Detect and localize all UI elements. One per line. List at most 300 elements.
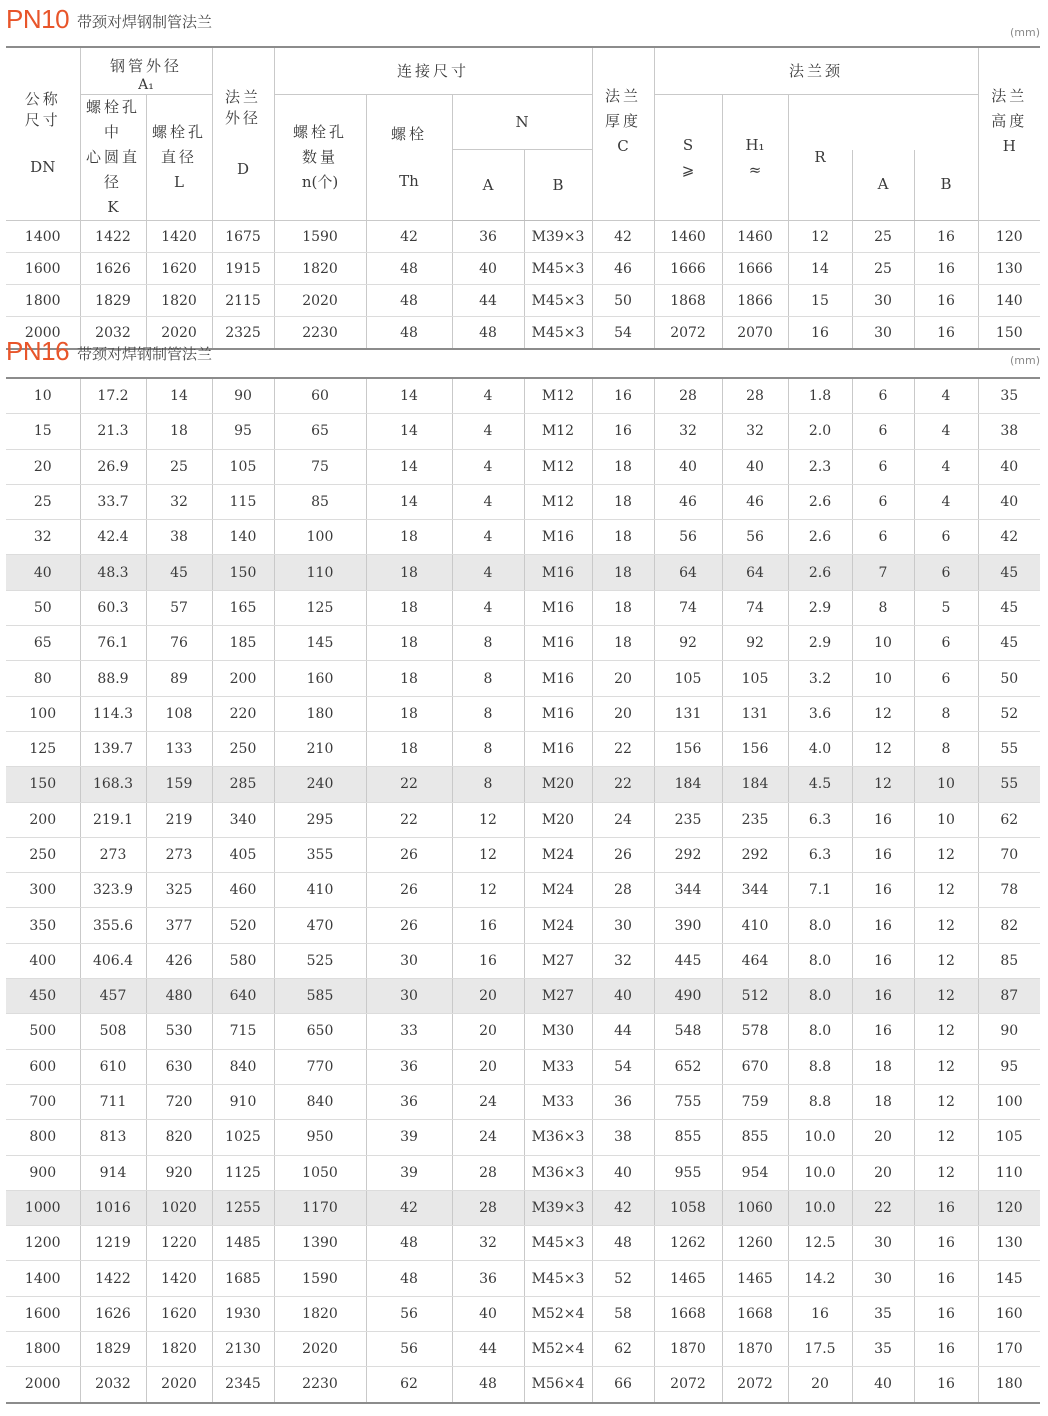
table-cell: 42 (592, 221, 654, 253)
table-cell: 1668 (722, 1296, 788, 1331)
table-cell: 1390 (274, 1226, 366, 1261)
table-cell: 40 (592, 979, 654, 1014)
col-neck-a: A (852, 150, 914, 221)
table-cell: 1930 (212, 1296, 274, 1331)
table-cell: 12 (914, 943, 978, 978)
table-cell: 145 (274, 626, 366, 661)
table-cell: 300 (6, 873, 80, 908)
table-cell: 2000 (6, 1367, 80, 1403)
table-row (6, 1190, 1040, 1225)
table-cell: 22 (592, 767, 654, 802)
table-cell: 25 (852, 221, 914, 253)
table-cell: 50 (978, 661, 1040, 696)
table-cell: 74 (654, 590, 722, 625)
table-cell: 38 (592, 1120, 654, 1155)
table-cell: 323.9 (80, 873, 146, 908)
table-cell: 10 (852, 661, 914, 696)
table-cell: M33 (524, 1084, 592, 1119)
table-cell: 350 (6, 908, 80, 943)
table-cell: 12 (914, 873, 978, 908)
table-cell: 16 (452, 908, 524, 943)
table-cell: 16 (852, 943, 914, 978)
table-cell: 2.6 (788, 520, 852, 555)
table-cell: 1422 (80, 1261, 146, 1296)
table-cell: 26 (366, 908, 452, 943)
col-bolt-circle: 螺栓孔中 心圆直径 K (80, 95, 146, 221)
table-cell: 4.5 (788, 767, 852, 802)
table-cell: 17.5 (788, 1332, 852, 1367)
table-cell: 8 (452, 731, 524, 766)
table-cell: 16 (788, 1296, 852, 1331)
table-cell: 85 (274, 484, 366, 519)
table-cell: 900 (6, 1155, 80, 1190)
table-cell: 26 (366, 873, 452, 908)
table-cell: 2.3 (788, 449, 852, 484)
table-cell: 65 (6, 626, 80, 661)
col-pipe-od: 钢管外径 A₁ (80, 47, 212, 95)
table-cell: 40 (852, 1367, 914, 1403)
table-cell: 20 (452, 979, 524, 1014)
table-cell: 6 (852, 484, 914, 519)
table-cell: M45×3 (524, 317, 592, 350)
table-cell: 16 (592, 414, 654, 449)
table-cell: 40 (978, 449, 1040, 484)
table-cell: 1220 (146, 1226, 212, 1261)
table-cell: 170 (978, 1332, 1040, 1367)
table-cell: M16 (524, 696, 592, 731)
table-cell: 1.8 (788, 378, 852, 414)
table-cell: 8 (914, 696, 978, 731)
table-cell: 10 (914, 767, 978, 802)
table-cell: 36 (452, 1261, 524, 1296)
table-cell: 950 (274, 1120, 366, 1155)
table-row (6, 449, 1040, 484)
table-cell: 89 (146, 661, 212, 696)
table-cell: 18 (366, 661, 452, 696)
table-cell: 1400 (6, 221, 80, 253)
table-cell: 32 (592, 943, 654, 978)
table-cell: 755 (654, 1084, 722, 1119)
table-cell: 406.4 (80, 943, 146, 978)
table-cell: 295 (274, 802, 366, 837)
table-cell: 12 (852, 767, 914, 802)
table-cell: 130 (978, 253, 1040, 285)
table-cell: M16 (524, 555, 592, 590)
table-cell: 1590 (274, 221, 366, 253)
table-cell: 14 (146, 378, 212, 414)
table-cell: 1626 (80, 253, 146, 285)
table-cell: 650 (274, 1014, 366, 1049)
table-cell: 2325 (212, 317, 274, 350)
table-cell: 48 (366, 253, 452, 285)
table-cell: 1255 (212, 1190, 274, 1225)
table-cell: 640 (212, 979, 274, 1014)
table-cell: 40 (6, 555, 80, 590)
table-cell: 4 (914, 449, 978, 484)
table-cell: 1016 (80, 1190, 146, 1225)
table-cell: 100 (978, 1084, 1040, 1119)
table-cell: 8.0 (788, 943, 852, 978)
table-cell: 1620 (146, 253, 212, 285)
pn10-code: PN10 (6, 4, 70, 34)
table-cell: M20 (524, 767, 592, 802)
table-cell: 20 (592, 696, 654, 731)
table-cell: 10.0 (788, 1190, 852, 1225)
table-cell: 16 (914, 1296, 978, 1331)
table-cell: 10 (852, 626, 914, 661)
table-cell: 88.9 (80, 661, 146, 696)
table-cell: 25 (6, 484, 80, 519)
table-row (6, 1367, 1040, 1403)
table-cell: 12 (788, 221, 852, 253)
table-cell: 44 (452, 285, 524, 317)
table-cell: 8.8 (788, 1084, 852, 1119)
table-cell: 56 (654, 520, 722, 555)
table-cell: 168.3 (80, 767, 146, 802)
table-cell: 16 (852, 873, 914, 908)
table-cell: 2032 (80, 1367, 146, 1403)
table-cell: 1060 (722, 1190, 788, 1225)
table-cell: 2020 (274, 285, 366, 317)
table-cell: 55 (978, 767, 1040, 802)
table-cell: 18 (592, 626, 654, 661)
table-cell: 1685 (212, 1261, 274, 1296)
table-cell: 292 (654, 837, 722, 872)
table-cell: 184 (654, 767, 722, 802)
col-thickness: 法兰 厚度 C (592, 47, 654, 221)
table-cell: 28 (452, 1155, 524, 1190)
table-cell: 130 (978, 1226, 1040, 1261)
table-cell: M16 (524, 626, 592, 661)
table-cell: M24 (524, 873, 592, 908)
table-cell: 57 (146, 590, 212, 625)
pn16-unit: (mm) (1009, 354, 1040, 367)
table-row (6, 1084, 1040, 1119)
table-cell: 2.0 (788, 414, 852, 449)
table-cell: 2000 (6, 317, 80, 350)
table-cell: 15 (6, 414, 80, 449)
table-cell: 4 (452, 449, 524, 484)
table-row (6, 378, 1040, 414)
table-cell: 150 (978, 317, 1040, 350)
table-cell: 44 (452, 1332, 524, 1367)
table-cell: 64 (722, 555, 788, 590)
table-cell: 610 (80, 1049, 146, 1084)
table-cell: 405 (212, 837, 274, 872)
table-cell: 18 (592, 449, 654, 484)
table-cell: 470 (274, 908, 366, 943)
table-cell: 20 (452, 1014, 524, 1049)
table-cell: 85 (978, 943, 1040, 978)
table-cell: 28 (592, 873, 654, 908)
table-cell: 14.2 (788, 1261, 852, 1296)
table-cell: 4 (452, 484, 524, 519)
table-cell: 2072 (654, 1367, 722, 1403)
table-cell: 4 (914, 414, 978, 449)
table-cell: M39×3 (524, 221, 592, 253)
col-neck-n: N (452, 95, 592, 150)
table-cell: 530 (146, 1014, 212, 1049)
table-cell: 18 (592, 590, 654, 625)
table-cell: 42 (978, 520, 1040, 555)
table-cell: 1400 (6, 1261, 80, 1296)
table-cell: 578 (722, 1014, 788, 1049)
table-cell: M12 (524, 449, 592, 484)
table-cell: 180 (978, 1367, 1040, 1403)
table-cell: 18 (366, 626, 452, 661)
table-row (6, 520, 1040, 555)
table-cell: 26.9 (80, 449, 146, 484)
table-cell: 813 (80, 1120, 146, 1155)
col-connection: 连接尺寸 (274, 47, 592, 95)
table-cell: 62 (366, 1367, 452, 1403)
col-height: 法兰 高度 H (978, 47, 1040, 221)
table-row (6, 767, 1040, 802)
table-cell: 16 (914, 1261, 978, 1296)
table-cell: 12 (914, 1155, 978, 1190)
table-cell: 108 (146, 696, 212, 731)
table-cell: 33.7 (80, 484, 146, 519)
table-cell: 39 (366, 1155, 452, 1190)
table-cell: 1600 (6, 1296, 80, 1331)
table-cell: 40 (978, 484, 1040, 519)
table-cell: M33 (524, 1049, 592, 1084)
table-cell: 46 (654, 484, 722, 519)
table-cell: 90 (212, 378, 274, 414)
table-cell: 219 (146, 802, 212, 837)
col-bolt-hole: 螺栓孔 直径 L (146, 95, 212, 221)
table-row (6, 731, 1040, 766)
table-cell: 18 (366, 731, 452, 766)
table-cell: 133 (146, 731, 212, 766)
table-cell: 1420 (146, 1261, 212, 1296)
table-cell: 12 (452, 873, 524, 908)
table-cell: 8 (452, 626, 524, 661)
table-cell: 20 (852, 1155, 914, 1190)
table-cell: 66 (592, 1367, 654, 1403)
table-cell: M36×3 (524, 1120, 592, 1155)
table-cell: 40 (452, 253, 524, 285)
table-cell: 715 (212, 1014, 274, 1049)
table-cell: 125 (6, 731, 80, 766)
table-cell: 6 (914, 661, 978, 696)
table-cell: 460 (212, 873, 274, 908)
table-cell: M12 (524, 414, 592, 449)
table-cell: 920 (146, 1155, 212, 1190)
table-cell: 22 (852, 1190, 914, 1225)
table-cell: M27 (524, 943, 592, 978)
table-cell: 1025 (212, 1120, 274, 1155)
table-cell: 700 (6, 1084, 80, 1119)
table-cell: 220 (212, 696, 274, 731)
table-row (6, 221, 1040, 253)
table-cell: 1668 (654, 1296, 722, 1331)
table-cell: 42.4 (80, 520, 146, 555)
table-cell: 20 (592, 661, 654, 696)
table-cell: 1590 (274, 1261, 366, 1296)
table-cell: M12 (524, 484, 592, 519)
table-cell: 76 (146, 626, 212, 661)
table-cell: 1200 (6, 1226, 80, 1261)
table-cell: 210 (274, 731, 366, 766)
table-cell: 344 (654, 873, 722, 908)
table-cell: 6 (852, 449, 914, 484)
table-cell: 35 (852, 1296, 914, 1331)
table-cell: 18 (592, 520, 654, 555)
table-cell: 145 (978, 1261, 1040, 1296)
table-cell: 525 (274, 943, 366, 978)
table-cell: 35 (978, 378, 1040, 414)
table-cell: 38 (978, 414, 1040, 449)
table-cell: 12 (914, 1014, 978, 1049)
table-cell: 12 (914, 1120, 978, 1155)
table-cell: 52 (978, 696, 1040, 731)
table-cell: 30 (852, 1226, 914, 1261)
table-cell: 1125 (212, 1155, 274, 1190)
table-cell: 344 (722, 873, 788, 908)
table-cell: 14 (366, 484, 452, 519)
table-cell: 110 (274, 555, 366, 590)
table-cell: 1800 (6, 1332, 80, 1367)
table-row (6, 285, 1040, 317)
table-cell: 82 (978, 908, 1040, 943)
table-cell: 28 (452, 1190, 524, 1225)
table-cell: 30 (852, 1261, 914, 1296)
table-cell: 156 (654, 731, 722, 766)
table-cell: 62 (592, 1332, 654, 1367)
table-row (6, 1014, 1040, 1049)
table-cell: 114.3 (80, 696, 146, 731)
table-cell: 42 (366, 221, 452, 253)
table-cell: M16 (524, 520, 592, 555)
table-row (6, 414, 1040, 449)
table-cell: 16 (914, 253, 978, 285)
table-cell: 180 (274, 696, 366, 731)
table-row (6, 1120, 1040, 1155)
table-cell: 54 (592, 1049, 654, 1084)
table-cell: 600 (6, 1049, 80, 1084)
table-cell: 125 (274, 590, 366, 625)
table-cell: 450 (6, 979, 80, 1014)
table-cell: 62 (978, 802, 1040, 837)
table-cell: M16 (524, 661, 592, 696)
table-cell: 160 (978, 1296, 1040, 1331)
table-cell: 18 (366, 520, 452, 555)
table-cell: 32 (146, 484, 212, 519)
table-cell: 26 (366, 837, 452, 872)
col-neck-r: R (788, 95, 852, 221)
table-cell: 273 (80, 837, 146, 872)
table-cell: 58 (592, 1296, 654, 1331)
table-cell: 445 (654, 943, 722, 978)
table-cell: 8 (914, 731, 978, 766)
table-cell: M52×4 (524, 1296, 592, 1331)
table-cell: 240 (274, 767, 366, 802)
table-cell: 26 (592, 837, 654, 872)
table-cell: 6 (852, 378, 914, 414)
table-cell: 4 (452, 520, 524, 555)
table-cell: 70 (978, 837, 1040, 872)
table-cell: 30 (852, 285, 914, 317)
table-cell: 1219 (80, 1226, 146, 1261)
table-cell: 16 (452, 943, 524, 978)
table-cell: 160 (274, 661, 366, 696)
table-cell: 56 (366, 1296, 452, 1331)
col-neck-b: B (914, 150, 978, 221)
table-cell: 32 (6, 520, 80, 555)
table-cell: 548 (654, 1014, 722, 1049)
table-cell: 4 (452, 555, 524, 590)
table-row (6, 661, 1040, 696)
table-row (6, 590, 1040, 625)
table-cell: 140 (212, 520, 274, 555)
table-cell: 25 (146, 449, 212, 484)
table-cell: 670 (722, 1049, 788, 1084)
table-cell: 285 (212, 767, 274, 802)
table-cell: 105 (978, 1120, 1040, 1155)
table-cell: 52 (592, 1261, 654, 1296)
table-cell: 17.2 (80, 378, 146, 414)
table-cell: 30 (852, 317, 914, 350)
table-cell: 18 (592, 555, 654, 590)
table-cell: 200 (6, 802, 80, 837)
table-cell: M52×4 (524, 1332, 592, 1367)
col-pipe-od-a: A (452, 150, 524, 221)
table-cell: M24 (524, 908, 592, 943)
table-cell: M16 (524, 731, 592, 766)
table-cell: 87 (978, 979, 1040, 1014)
table-cell: 12 (914, 979, 978, 1014)
table-cell: 1422 (80, 221, 146, 253)
table-cell: 95 (978, 1049, 1040, 1084)
table-cell: 24 (452, 1084, 524, 1119)
table-cell: 1262 (654, 1226, 722, 1261)
table-cell: 20 (852, 1120, 914, 1155)
table-cell: 2115 (212, 285, 274, 317)
table-cell: M45×3 (524, 253, 592, 285)
table-cell: 48 (366, 285, 452, 317)
table-cell: 508 (80, 1014, 146, 1049)
table-cell: 1600 (6, 253, 80, 285)
table-cell: 16 (852, 979, 914, 1014)
table-cell: 20 (788, 1367, 852, 1403)
table-cell: 2130 (212, 1332, 274, 1367)
table-cell: 7 (852, 555, 914, 590)
table-cell: 10.0 (788, 1120, 852, 1155)
table-cell: 1829 (80, 285, 146, 317)
table-cell: 1820 (274, 1296, 366, 1331)
table-cell: 24 (452, 1120, 524, 1155)
table-cell: 200 (212, 661, 274, 696)
table-cell: 426 (146, 943, 212, 978)
table-cell: 464 (722, 943, 788, 978)
table-cell: 490 (654, 979, 722, 1014)
table-cell: 18 (366, 696, 452, 731)
table-cell: 12 (914, 1084, 978, 1119)
table-cell: 18 (366, 555, 452, 590)
table-cell: 1050 (274, 1155, 366, 1190)
table-cell: 64 (654, 555, 722, 590)
table-cell: 120 (978, 1190, 1040, 1225)
table-row (6, 1155, 1040, 1190)
table-cell: 580 (212, 943, 274, 978)
table-cell: 32 (452, 1226, 524, 1261)
table-cell: 140 (978, 285, 1040, 317)
table-cell: 8.0 (788, 1014, 852, 1049)
table-cell: 2072 (654, 317, 722, 350)
table-cell: 1915 (212, 253, 274, 285)
table-cell: 35 (852, 1332, 914, 1367)
